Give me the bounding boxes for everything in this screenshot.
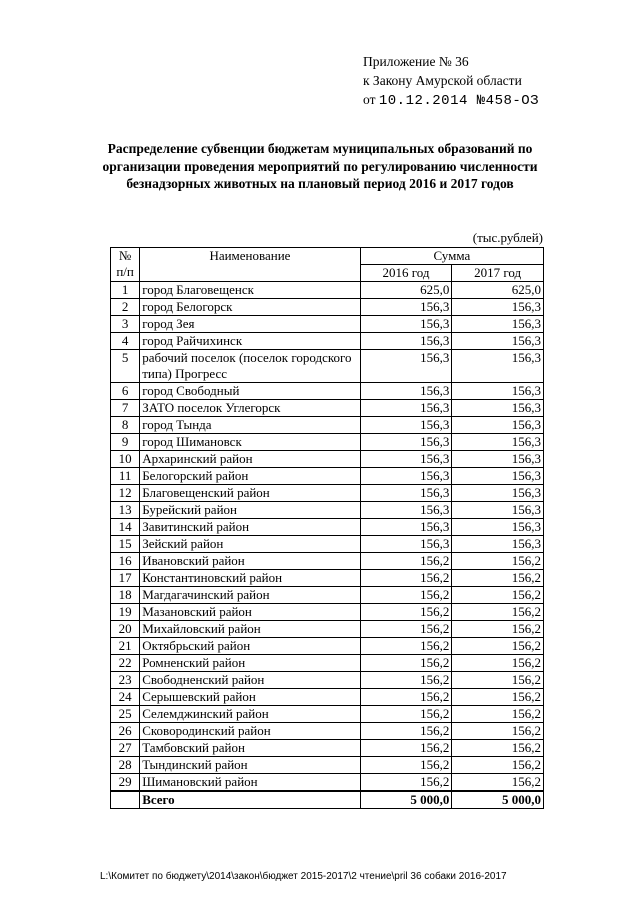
row-number: 16 <box>111 553 140 570</box>
row-2016: 156,3 <box>360 519 452 536</box>
row-number: 24 <box>111 689 140 706</box>
appendix-number: Приложение № 36 <box>363 54 469 69</box>
row-2016: 156,2 <box>360 553 452 570</box>
table-row <box>111 434 544 451</box>
row-number: 8 <box>111 417 140 434</box>
row-2016: 156,3 <box>360 417 452 434</box>
row-2017: 156,3 <box>452 400 544 417</box>
row-number: 26 <box>111 723 140 740</box>
table-row <box>111 451 544 468</box>
table-row <box>111 689 544 706</box>
row-number: 3 <box>111 316 140 333</box>
table-row <box>111 604 544 621</box>
row-2017: 156,3 <box>452 468 544 485</box>
row-name: рабочий поселок (поселок городского типа) Прогресс <box>140 350 361 383</box>
header-name: Наименование <box>140 248 361 282</box>
row-name: Тамбовский район <box>140 740 361 757</box>
table-row <box>111 350 544 383</box>
table-row <box>111 400 544 417</box>
total-label: Всего <box>140 791 361 809</box>
row-2016: 156,3 <box>360 316 452 333</box>
row-2017: 156,3 <box>452 417 544 434</box>
appendix-header <box>363 52 539 111</box>
row-number: 25 <box>111 706 140 723</box>
total-2016: 5 000,0 <box>360 791 452 809</box>
row-name: город Свободный <box>140 383 361 400</box>
row-2016: 156,2 <box>360 604 452 621</box>
row-number: 18 <box>111 587 140 604</box>
table-row <box>111 553 544 570</box>
header-number-sign: № <box>118 248 132 263</box>
header-number <box>111 248 140 282</box>
row-2017: 156,2 <box>452 706 544 723</box>
row-name: Константиновский район <box>140 570 361 587</box>
row-number: 9 <box>111 434 140 451</box>
row-2017: 156,2 <box>452 655 544 672</box>
table-row <box>111 282 544 299</box>
row-number: 1 <box>111 282 140 299</box>
table-body <box>111 282 544 809</box>
row-number: 2 <box>111 299 140 316</box>
row-name: город Благовещенск <box>140 282 361 299</box>
table-row <box>111 383 544 400</box>
total-2017: 5 000,0 <box>452 791 544 809</box>
row-name: город Тында <box>140 417 361 434</box>
row-2017: 156,2 <box>452 740 544 757</box>
header-2016: 2016 год <box>360 265 452 282</box>
row-number: 12 <box>111 485 140 502</box>
table-row <box>111 672 544 689</box>
table-row <box>111 655 544 672</box>
row-2016: 156,3 <box>360 400 452 417</box>
table-row <box>111 774 544 792</box>
row-2017: 156,3 <box>452 333 544 350</box>
total-empty <box>111 791 140 809</box>
table-row <box>111 621 544 638</box>
row-name: ЗАТО поселок Углегорск <box>140 400 361 417</box>
row-2017: 156,3 <box>452 519 544 536</box>
row-2017: 156,2 <box>452 723 544 740</box>
appendix-date-prefix: от <box>363 92 376 107</box>
row-name: Завитинский район <box>140 519 361 536</box>
table-total-row <box>111 791 544 809</box>
row-2017: 156,2 <box>452 757 544 774</box>
row-number: 27 <box>111 740 140 757</box>
row-number: 5 <box>111 350 140 383</box>
row-name: Октябрьский район <box>140 638 361 655</box>
row-2017: 156,2 <box>452 604 544 621</box>
file-path-footer: L:\Комитет по бюджету\2014\закон\бюджет 2015-2017\2 чтение\pril 36 собаки 2016-2017 <box>100 871 507 882</box>
row-2017: 156,2 <box>452 774 544 792</box>
row-number: 4 <box>111 333 140 350</box>
table-row <box>111 706 544 723</box>
row-name: Сковородинский район <box>140 723 361 740</box>
row-number: 6 <box>111 383 140 400</box>
row-2017: 156,3 <box>452 502 544 519</box>
row-number: 14 <box>111 519 140 536</box>
row-2016: 156,3 <box>360 299 452 316</box>
row-2017: 156,3 <box>452 536 544 553</box>
row-2016: 156,3 <box>360 536 452 553</box>
row-2016: 156,3 <box>360 350 452 383</box>
row-number: 10 <box>111 451 140 468</box>
row-name: город Зея <box>140 316 361 333</box>
row-name: Белогорский район <box>140 468 361 485</box>
row-2016: 156,2 <box>360 757 452 774</box>
row-name: Зейский район <box>140 536 361 553</box>
row-2017: 156,2 <box>452 638 544 655</box>
row-number: 29 <box>111 774 140 792</box>
row-2017: 156,2 <box>452 570 544 587</box>
row-2016: 156,2 <box>360 587 452 604</box>
row-2017: 156,3 <box>452 383 544 400</box>
distribution-table <box>110 247 544 809</box>
table-row <box>111 638 544 655</box>
row-2016: 156,2 <box>360 638 452 655</box>
appendix-date: 10.12.2014 №458-ОЗ <box>378 93 540 109</box>
table-row <box>111 587 544 604</box>
row-2017: 156,2 <box>452 621 544 638</box>
row-2016: 625,0 <box>360 282 452 299</box>
header-2017: 2017 год <box>452 265 544 282</box>
table-row <box>111 468 544 485</box>
row-2016: 156,2 <box>360 774 452 792</box>
row-2016: 156,3 <box>360 485 452 502</box>
row-name: Селемджинский район <box>140 706 361 723</box>
row-name: Благовещенский район <box>140 485 361 502</box>
row-name: Михайловский район <box>140 621 361 638</box>
row-name: Мазановский район <box>140 604 361 621</box>
header-number-pp: п/п <box>116 264 134 279</box>
table-row <box>111 723 544 740</box>
table-row <box>111 333 544 350</box>
table-row <box>111 316 544 333</box>
table-header-row <box>111 248 544 265</box>
row-name: Тындинский район <box>140 757 361 774</box>
row-2016: 156,3 <box>360 451 452 468</box>
row-name: Свободненский район <box>140 672 361 689</box>
row-2017: 156,3 <box>452 451 544 468</box>
table-row <box>111 299 544 316</box>
document-title: Распределение субвенции бюджетам муниципальных образований по организации проведения мероприятий по регулированию численности безнадзорных животных на плановый период 2016 и 2017 годов <box>102 141 538 191</box>
row-name: Магдагачинский район <box>140 587 361 604</box>
row-2016: 156,3 <box>360 502 452 519</box>
row-number: 7 <box>111 400 140 417</box>
appendix-law: к Закону Амурской области <box>363 73 522 88</box>
table-row <box>111 485 544 502</box>
header-sum: Сумма <box>360 248 543 265</box>
row-2017: 156,2 <box>452 689 544 706</box>
table-row <box>111 519 544 536</box>
row-number: 15 <box>111 536 140 553</box>
table-row <box>111 417 544 434</box>
row-2016: 156,2 <box>360 689 452 706</box>
row-name: Архаринский район <box>140 451 361 468</box>
units-label: (тыс.рублей) <box>472 230 543 245</box>
row-number: 23 <box>111 672 140 689</box>
row-number: 19 <box>111 604 140 621</box>
appendix-date-line <box>363 90 539 111</box>
row-number: 17 <box>111 570 140 587</box>
row-2017: 156,3 <box>452 350 544 383</box>
row-number: 20 <box>111 621 140 638</box>
row-2016: 156,2 <box>360 706 452 723</box>
row-2016: 156,2 <box>360 570 452 587</box>
row-2016: 156,3 <box>360 434 452 451</box>
row-2017: 156,3 <box>452 316 544 333</box>
row-2017: 156,2 <box>452 553 544 570</box>
row-2016: 156,2 <box>360 655 452 672</box>
table-row <box>111 757 544 774</box>
row-name: Шимановский район <box>140 774 361 792</box>
row-2017: 156,3 <box>452 485 544 502</box>
row-name: город Шимановск <box>140 434 361 451</box>
row-2016: 156,2 <box>360 672 452 689</box>
row-2016: 156,3 <box>360 333 452 350</box>
table-row <box>111 502 544 519</box>
row-number: 22 <box>111 655 140 672</box>
row-2016: 156,3 <box>360 468 452 485</box>
row-2017: 156,2 <box>452 587 544 604</box>
row-name: Бурейский район <box>140 502 361 519</box>
table-row <box>111 740 544 757</box>
row-name: Ивановский район <box>140 553 361 570</box>
row-name: город Белогорск <box>140 299 361 316</box>
row-number: 28 <box>111 757 140 774</box>
row-2017: 625,0 <box>452 282 544 299</box>
row-name: город Райчихинск <box>140 333 361 350</box>
table-row <box>111 570 544 587</box>
row-2016: 156,2 <box>360 740 452 757</box>
table-row <box>111 536 544 553</box>
row-name: Ромненский район <box>140 655 361 672</box>
row-number: 13 <box>111 502 140 519</box>
row-2017: 156,3 <box>452 299 544 316</box>
row-number: 21 <box>111 638 140 655</box>
row-2017: 156,2 <box>452 672 544 689</box>
row-name: Серышевский район <box>140 689 361 706</box>
row-2016: 156,3 <box>360 383 452 400</box>
row-2016: 156,2 <box>360 723 452 740</box>
row-2016: 156,2 <box>360 621 452 638</box>
row-2017: 156,3 <box>452 434 544 451</box>
row-number: 11 <box>111 468 140 485</box>
